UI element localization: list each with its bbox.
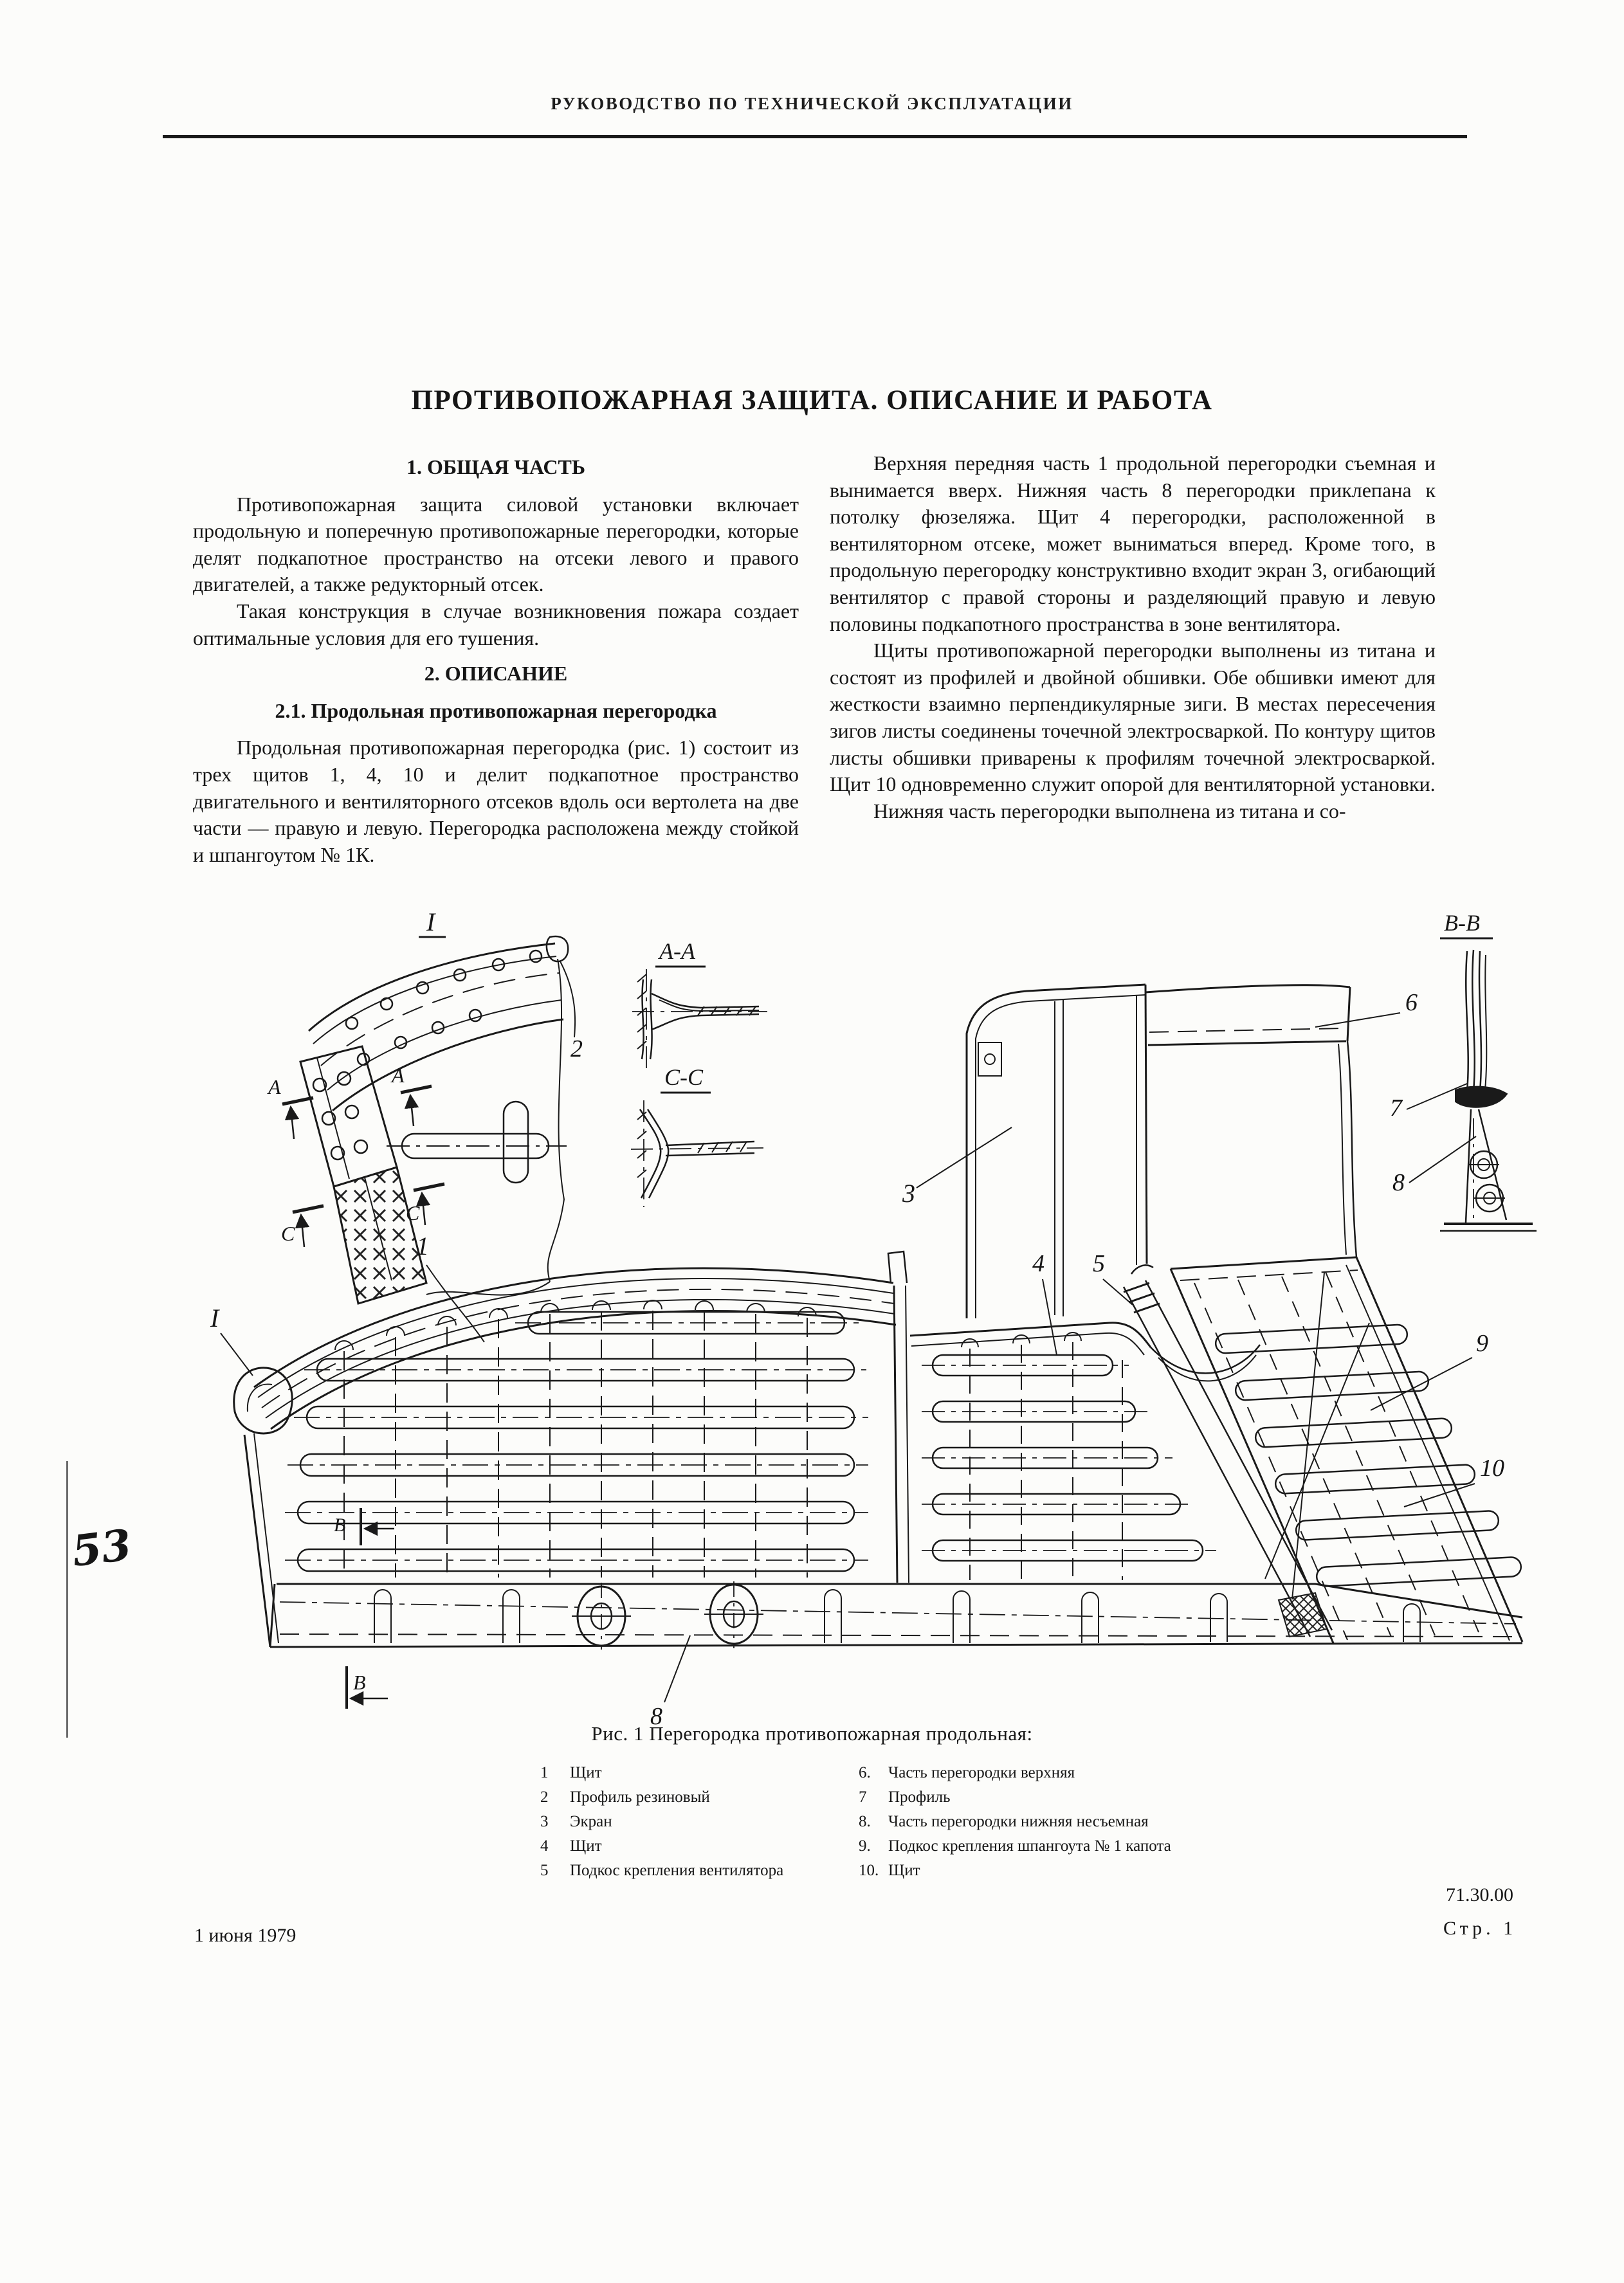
right-panel-10 (1171, 1257, 1522, 1643)
legend-item (859, 1859, 1373, 1883)
handwritten-page-number: 53 (69, 1519, 134, 1577)
figure-label-a-marker: А (268, 1075, 281, 1098)
legend-label: Экран (570, 1813, 612, 1830)
figure-label-c-marker: С (281, 1222, 295, 1245)
legend-label: Щит (888, 1862, 920, 1879)
running-header: РУКОВОДСТВО ПО ТЕХНИЧЕСКОЙ ЭКСПЛУАТАЦИИ (551, 94, 1073, 113)
main-view (210, 985, 1522, 1730)
figure-label-9: 9 (1476, 1330, 1488, 1357)
paragraph: Верхняя передняя часть 1 продольной перегородки съемная и вынимается вверх. Нижняя часть 8 перегородки приклепана к потолку фюзеляжа. Щит 4 перегородки, расположенной в вентиляторном отсеке, может выниматься вперед. Кроме того, в продольную перегородку конструктивно входит экран 3, огибающий вентилятор с правой стороны и разделяющий правую и левую половины подкапотного пространства в зоне вентилятора. (830, 451, 1436, 635)
footer-date: 1 июня 1979 (194, 1925, 297, 1946)
legend-item (859, 1810, 1373, 1834)
legend-num: 9. (859, 1837, 871, 1855)
figure-label-detail-i: I (426, 907, 435, 936)
legend-num: 3 (540, 1813, 549, 1830)
figure-label-3: 3 (902, 1179, 915, 1208)
legend-num: 10. (859, 1862, 879, 1879)
figure-label-5: 5 (1093, 1250, 1105, 1277)
page-title: ПРОТИВОПОЖАРНАЯ ЗАЩИТА. ОПИСАНИЕ И РАБОТА (411, 385, 1213, 415)
legend-column-right (859, 1761, 1373, 1883)
legend-label: Профиль резиновый (570, 1788, 710, 1806)
legend-label: Щит (570, 1764, 602, 1781)
figure-label-section-bb: В-В (1444, 910, 1480, 936)
footer-page-number: Стр. 1 (1443, 1918, 1517, 1939)
paragraph: Щиты противопожарной перегородки выполнены из титана и состоят из профилей и двойной обшивки. Обе обшивки имеют для жесткости взаимно перпендикулярные зиги. В местах пересечения зигов листы соединены точечной электросваркой. По контуру щитов листы обшивки приварены к профилям точечной электросваркой. Щит 10 одновременно служит опорой для вентиляторной установки. (830, 639, 1436, 796)
legend-item (859, 1834, 1373, 1859)
figure-label-b-marker-bottom: В (353, 1671, 366, 1694)
corner-cap (210, 1304, 292, 1433)
legend-item (859, 1761, 1373, 1785)
figure-1-drawing (61, 897, 1566, 1752)
figure-label-8-bottom: 8 (650, 1703, 662, 1730)
figure-caption: Рис. 1 Перегородка противопожарная продольная: (591, 1722, 1033, 1745)
figure-label-7: 7 (1390, 1095, 1402, 1122)
legend-label: Подкос крепления вентилятора (570, 1862, 784, 1879)
right-column (830, 450, 1436, 824)
paragraph: Такая конструкция в случае возникновения пожара создает оптимальные условия для его тушения. (193, 599, 799, 650)
left-panel-top-band (254, 1268, 896, 1429)
left-column (193, 454, 799, 868)
section-view-c-c (631, 1064, 763, 1207)
figure-label-detail-i-main: I (210, 1304, 219, 1333)
legend-item (859, 1785, 1373, 1810)
legend-num: 4 (540, 1837, 549, 1855)
legend-label: Щит (570, 1837, 602, 1855)
paragraph: Продольная противопожарная перегородка (рис. 1) состоит из трех щитов 1, 4, 10 и делит подкапотное пространство двигательного и вентиляторного отсеков вдоль оси вертолета на две части — правую и левую. Перегородка расположена между стойкой и шпангоутом № 1К. (193, 736, 799, 866)
figure-label-section-aa: А-А (659, 938, 695, 964)
legend-num: 8. (859, 1813, 871, 1830)
legend-label: Часть перегородки нижняя несъемная (888, 1813, 1149, 1830)
paragraph: Противопожарная защита силовой установки включает продольную и поперечную противопожарные перегородки, которые делят подкапотное пространство на отсеки левого и правого двигателей, а также редукторный отсек. (193, 492, 799, 596)
legend-num: 6. (859, 1764, 871, 1781)
figure-label-10: 10 (1480, 1455, 1504, 1482)
figure-label-c-marker: С (406, 1201, 420, 1224)
section-heading-21: 2.1. Продольная противопожарная перегородка (275, 698, 717, 722)
legend-label: Часть перегородки верхняя (888, 1764, 1075, 1781)
figure-label-b-marker: В (334, 1514, 346, 1536)
legend-num: 2 (540, 1788, 549, 1806)
header-rule (163, 135, 1467, 138)
legend-num: 5 (540, 1862, 549, 1879)
screen-panel-3 (902, 985, 1147, 1318)
figure-label-a-marker: А (392, 1064, 405, 1087)
figure-label-2: 2 (570, 1035, 583, 1062)
legend-num: 1 (540, 1764, 549, 1781)
figure-label-6: 6 (1405, 989, 1418, 1016)
scan-artifact-line (66, 1461, 68, 1738)
fan-strut-5 (1093, 1250, 1332, 1637)
section-heading-description: 2. ОПИСАНИЕ (424, 662, 568, 686)
figure-label-4: 4 (1032, 1250, 1045, 1277)
section-heading-general: 1. ОБЩАЯ ЧАСТЬ (406, 455, 585, 478)
legend-label: Подкос крепления шпангоута № 1 капота (888, 1837, 1171, 1855)
legend-num: 7 (859, 1788, 867, 1806)
figure-label-1: 1 (416, 1232, 429, 1260)
legend-label: Профиль (888, 1788, 951, 1806)
footer-doc-number: 71.30.00 (1446, 1884, 1513, 1906)
figure-label-8: 8 (1392, 1169, 1405, 1196)
figure-label-section-cc: С-С (664, 1064, 704, 1090)
section-view-a-a (632, 938, 767, 1069)
bottom-band-8 (270, 1581, 1522, 1730)
section-view-b-b (1315, 910, 1537, 1231)
paragraph: Нижняя часть перегородки выполнена из титана и со- (873, 799, 1346, 823)
